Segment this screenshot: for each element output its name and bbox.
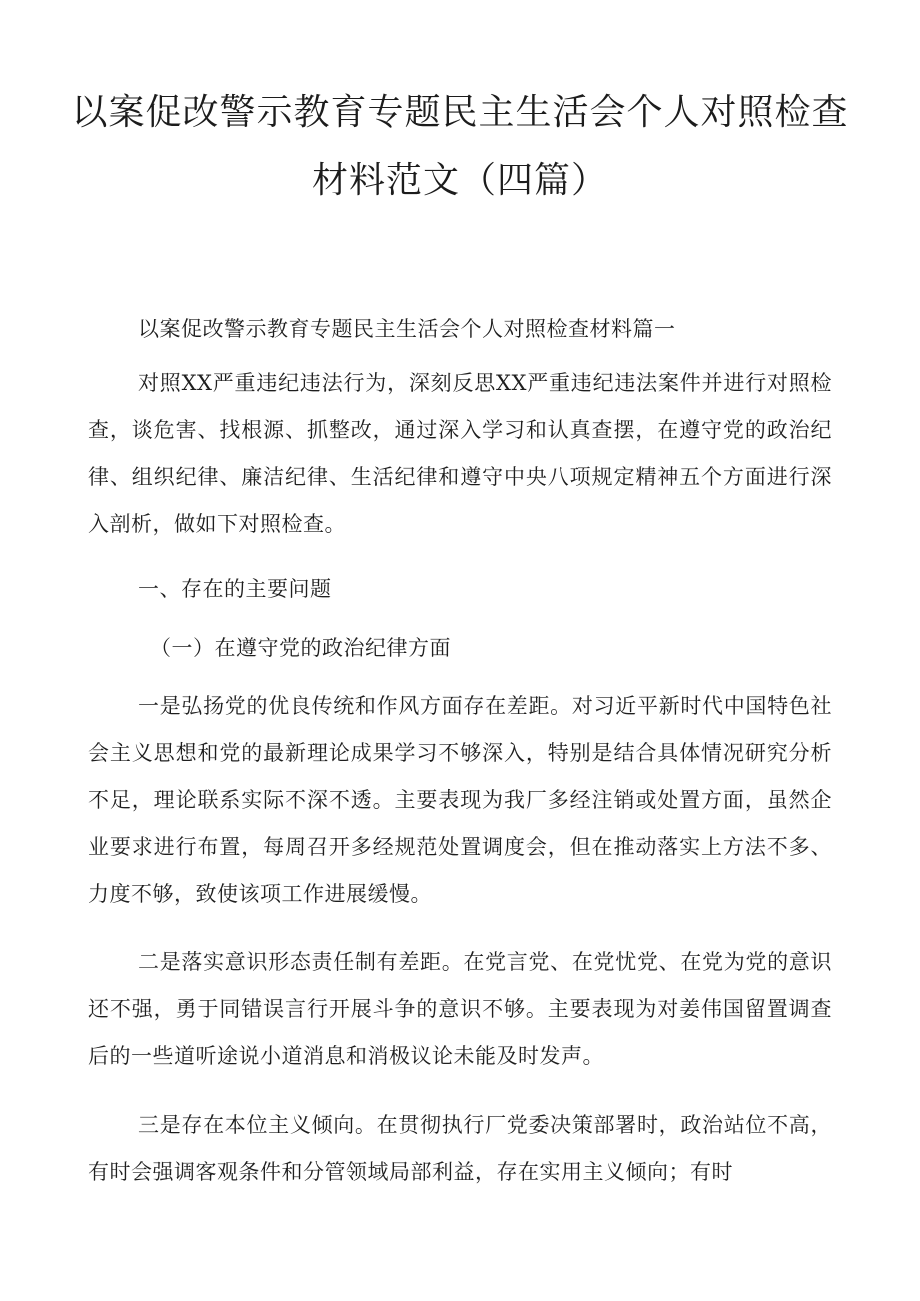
section-heading-1: 一、存在的主要问题 xyxy=(138,577,332,601)
subsection-heading-1: （一）在遵守党的政治纪律方面 xyxy=(150,636,451,660)
paragraph-point-1: 一是弘扬党的优良传统和作风方面存在差距。对习近平新时代中国特色社会主义思想和党的最新理论成果学习不够深入，特别是结合具体情况研究分析不足，理论联系实际不深不透。主要表现为我厂多经注销或处置方面，虽然企业要求进行布置，每周召开多经规范处置调度会，但在推动落实上方法不多、力度不够，致使该项工作进展缓慢。 xyxy=(88,694,832,906)
paragraph-point-2: 二是落实意识形态责任制有差距。在党言党、在党忧党、在党为党的意识还不强，勇于同错误言行开展斗争的意识不够。主要表现为对姜伟国留置调查后的一些道听途说小道消息和消极议论未能及时发声。 xyxy=(88,950,832,1068)
document-title-line-1: 以案促改警示教育专题民主生活会个人对照检查 xyxy=(71,92,849,133)
document-title-line-2: 材料范文（四篇） xyxy=(311,160,608,201)
intro-paragraph: 对照XX严重违纪违法行为，深刻反思XX严重违纪违法案件并进行对照检查，谈危害、找根源、抓整改，通过深入学习和认真查摆，在遵守党的政治纪律、组织纪律、廉洁纪律、生活纪律和遵守中央八项规定精神五个方面进行深入剖析，做如下对照检查。 xyxy=(88,371,832,536)
part-heading: 以案促改警示教育专题民主生活会个人对照检查材料篇一 xyxy=(138,317,676,341)
paragraph-point-3: 三是存在本位主义倾向。在贯彻执行厂党委决策部署时，政治站位不高，有时会强调客观条件和分管领域局部利益，存在实用主义倾向；有时 xyxy=(88,1113,832,1184)
